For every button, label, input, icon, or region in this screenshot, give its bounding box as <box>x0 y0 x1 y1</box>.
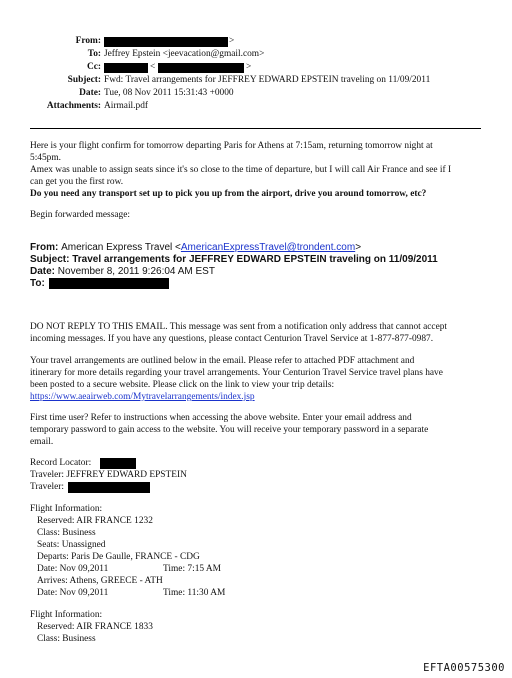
flight-reserved: Reserved: AIR FRANCE 1232 <box>37 516 153 526</box>
notice-line: DO NOT REPLY TO THIS EMAIL. This message was sent from a notification only address that cannot accept <box>30 322 448 332</box>
fwd-from-name: American Express Travel < <box>61 242 181 253</box>
begin-forwarded: Begin forwarded message: <box>30 210 130 220</box>
body-question: Do you need any transport set up to pick you up from the airport, drive you around tomorrow, etc? <box>30 189 427 199</box>
header-divider <box>30 128 481 129</box>
attachments-label: Attachments: <box>46 101 101 111</box>
fwd-from-end: > <box>355 242 362 253</box>
fwd-date <box>30 266 215 277</box>
body-line: 5:45pm. <box>30 153 61 163</box>
notice-line: email. <box>30 437 54 447</box>
date-label: Date: <box>79 88 101 98</box>
attachments-value: Airmail.pdf <box>104 101 149 111</box>
fwd-subject <box>30 254 438 265</box>
notice-line: itinerary for more details regarding your travel arrangements. Your Centurion Travel Service travel plans have <box>30 368 443 378</box>
fwd-subject-label: Subject: <box>30 254 70 265</box>
flight-time: Time: 11:30 AM <box>163 588 226 598</box>
fwd-from <box>30 242 361 253</box>
notice-line: incoming messages. If you have any questions, please contact Centurion Travel Service at 1-877-877-0987. <box>30 334 434 344</box>
itinerary-link[interactable]: https://www.aeairweb.com/Mytravelarrangements/index.jsp <box>30 392 255 402</box>
subject-label: Subject: <box>67 75 101 85</box>
fwd-date-value: November 8, 2011 9:26:04 AM EST <box>57 266 215 277</box>
record-locator-label: Record Locator: <box>30 458 92 468</box>
redaction-block <box>68 482 150 493</box>
fwd-to-label: To: <box>30 278 45 289</box>
flight-reserved: Reserved: AIR FRANCE 1833 <box>37 622 153 632</box>
flight-info-title: Flight Information: <box>30 610 103 620</box>
redaction-block <box>158 63 244 73</box>
redaction-block <box>100 458 136 469</box>
flight-date: Date: Nov 09,2011 <box>37 588 109 598</box>
traveler-label: Traveler: <box>30 482 65 492</box>
cc-label: Cc: <box>86 62 101 72</box>
redaction-block <box>104 63 148 73</box>
document-id: EFTA00575300 <box>423 662 505 674</box>
fwd-subject-value: Travel arrangements for JEFFREY EDWARD EPSTEIN traveling on 11/09/2011 <box>72 254 438 265</box>
subject-value: Fwd: Travel arrangements for JEFFREY EDWARD EPSTEIN traveling on 11/09/2011 <box>104 75 431 85</box>
cc-gt: > <box>246 62 252 72</box>
redaction-block <box>104 37 228 47</box>
redaction-block <box>49 278 169 289</box>
flight-departs: Departs: Paris De Gaulle, FRANCE - CDG <box>37 552 200 562</box>
flight-info-title: Flight Information: <box>30 504 103 514</box>
from-label: From: <box>75 36 101 46</box>
fwd-date-label: Date: <box>30 266 56 277</box>
to-value: Jeffrey Epstein <jeevacation@gmail.com> <box>104 49 265 59</box>
to-label: To: <box>87 49 101 59</box>
flight-class: Class: Business <box>37 634 96 644</box>
flight-class: Class: Business <box>37 528 96 538</box>
body-line: Amex was unable to assign seats since it's so close to the time of departure, but I will call Air France and see if I <box>30 165 452 175</box>
notice-line: Your travel arrangements are outlined below in the email. Please refer to attached PDF attachment and <box>30 356 415 366</box>
cc-lt: < <box>150 62 156 72</box>
from-gt: > <box>229 36 235 46</box>
flight-time: Time: 7:15 AM <box>163 564 222 574</box>
body-line: Here is your flight confirm for tomorrow departing Paris for Athens at 7:15am, returning tomorrow night at <box>30 141 433 151</box>
fwd-from-label: From: <box>30 242 59 253</box>
notice-line: been posted to a secure website. Please click on the link to view your trip details: <box>30 380 335 390</box>
flight-date: Date: Nov 09,2011 <box>37 564 109 574</box>
body-line: can get you the first row. <box>30 177 124 187</box>
notice-line: First time user? Refer to instructions when accessing the above website. Enter your email address and <box>30 413 412 423</box>
date-value: Tue, 08 Nov 2011 15:31:43 +0000 <box>104 88 234 98</box>
traveler-line: Traveler: JEFFREY EDWARD EPSTEIN <box>30 470 187 480</box>
notice-line: temporary password to gain access to the website. You will receive your temporary password in a separate <box>30 425 429 435</box>
flight-seats: Seats: Unassigned <box>37 540 106 550</box>
fwd-from-email[interactable]: AmericanExpressTravel@trondent.com <box>180 242 356 253</box>
flight-arrives: Arrives: Athens, GREECE - ATH <box>37 576 163 586</box>
